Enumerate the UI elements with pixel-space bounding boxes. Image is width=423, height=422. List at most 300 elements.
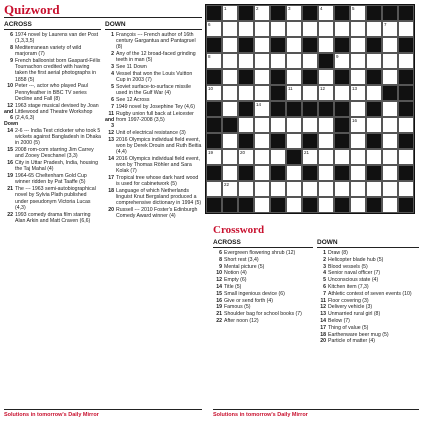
grid-block	[286, 149, 302, 165]
clue-number: 6	[10, 32, 13, 38]
clue-number: 10	[7, 83, 13, 90]
grid-cell[interactable]	[382, 181, 398, 197]
clue-item	[105, 137, 202, 156]
grid-cell-number: 5	[352, 6, 355, 11]
clue-number: 8	[219, 256, 222, 263]
grid-block	[302, 69, 318, 85]
grid-block	[382, 5, 398, 21]
grid-block	[270, 69, 286, 85]
grid-cell[interactable]	[382, 197, 398, 213]
grid-cell[interactable]	[206, 53, 222, 69]
grid-block	[302, 165, 318, 181]
clue-item	[105, 51, 202, 63]
clue-number: 12	[320, 304, 326, 311]
grid-cell[interactable]	[350, 37, 366, 53]
grid-cell[interactable]	[254, 21, 270, 37]
grid-cell[interactable]	[286, 5, 302, 21]
clue-item	[317, 311, 419, 317]
clue-item	[317, 264, 419, 270]
quizword-across-column	[4, 21, 101, 225]
clue-item	[317, 325, 419, 331]
grid-cell[interactable]	[318, 149, 334, 165]
clue-text: Notion (4)	[224, 270, 247, 277]
clue-text: Particle of matter (4)	[328, 338, 375, 345]
grid-cell[interactable]	[222, 165, 238, 181]
grid-block	[238, 197, 254, 213]
grid-cell[interactable]	[222, 181, 238, 197]
grid-cell[interactable]	[398, 149, 414, 165]
clue-text: Unmarried rural girl (8)	[328, 311, 381, 318]
grid-cell[interactable]	[206, 85, 222, 101]
grid-cell[interactable]	[254, 149, 270, 165]
grid-cell[interactable]	[238, 149, 254, 165]
grid-cell[interactable]	[206, 21, 222, 37]
grid-cell[interactable]	[254, 117, 270, 133]
grid-cell-number: 10	[208, 86, 214, 91]
grid-cell[interactable]	[254, 165, 270, 181]
grid-block	[206, 37, 222, 53]
grid-cell[interactable]	[318, 133, 334, 149]
grid-cell[interactable]	[366, 181, 382, 197]
grid-cell[interactable]	[302, 181, 318, 197]
grid-cell-number: 21	[304, 150, 310, 155]
grid-cell[interactable]	[350, 85, 366, 101]
grid-block	[238, 165, 254, 181]
crossword-solutions-note: Solutions in tomorrow's Daily Mirror	[213, 409, 419, 418]
clue-number: 5	[111, 84, 114, 90]
clue-text: Any of the 12 broad-faced grinding teeth in man (5)	[116, 51, 196, 64]
clue-text: Blood vessels (5)	[328, 263, 368, 270]
clue-number: 8	[10, 45, 13, 51]
grid-cell[interactable]	[398, 181, 414, 197]
grid-block	[270, 133, 286, 149]
clue-text: After noon (12)	[224, 317, 259, 324]
clue-text: Title (5)	[224, 283, 242, 290]
grid-cell[interactable]	[238, 21, 254, 37]
clue-number: 10	[216, 270, 222, 277]
clue-item	[213, 311, 313, 317]
clue-text: Famous (5)	[224, 304, 251, 311]
clue-number: 6	[219, 250, 222, 256]
grid-cell[interactable]	[222, 149, 238, 165]
grid-cell[interactable]	[270, 21, 286, 37]
grid-cell-number: 22	[224, 182, 230, 187]
clue-number: 7	[323, 290, 326, 297]
grid-block	[398, 101, 414, 117]
grid-cell[interactable]	[334, 149, 350, 165]
grid-cell[interactable]	[254, 85, 270, 101]
grid-cell[interactable]	[254, 101, 270, 117]
grid-cell[interactable]	[286, 197, 302, 213]
clue-number: 22	[7, 211, 13, 218]
grid-cell[interactable]	[286, 37, 302, 53]
clue-item	[4, 58, 101, 83]
grid-cell[interactable]	[318, 197, 334, 213]
clue-item	[317, 304, 419, 310]
grid-block	[366, 197, 382, 213]
grid-cell[interactable]	[382, 69, 398, 85]
grid-cell-number: 12	[320, 86, 326, 91]
grid-cell[interactable]	[350, 117, 366, 133]
grid-block	[366, 5, 382, 21]
clue-item	[213, 284, 313, 290]
grid-block	[398, 69, 414, 85]
grid-cell[interactable]	[254, 69, 270, 85]
grid-cell[interactable]	[302, 85, 318, 101]
grid-cell[interactable]	[382, 165, 398, 181]
grid-block	[302, 197, 318, 213]
clue-item	[317, 257, 419, 263]
clue-number: 6	[323, 283, 326, 290]
clue-text: 1949 novel by Josephine Tey (4,6)	[116, 103, 195, 110]
grid-cell[interactable]	[350, 69, 366, 85]
grid-cell[interactable]	[350, 101, 366, 117]
grid-cell[interactable]	[302, 149, 318, 165]
clue-item	[213, 304, 313, 310]
grid-cell-number: 2	[256, 6, 259, 11]
clue-text: Shoulder bag for school books (7)	[224, 311, 302, 318]
grid-block	[398, 37, 414, 53]
grid-cell[interactable]	[366, 85, 382, 101]
clue-number: 12	[108, 129, 114, 136]
grid-block	[302, 101, 318, 117]
grid-cell[interactable]	[318, 69, 334, 85]
clue-text: Soviet surface-to-surface missile used in the Gulf War (4)	[116, 84, 191, 97]
grid-cell[interactable]	[286, 69, 302, 85]
clue-item	[4, 128, 101, 147]
grid-cell[interactable]	[286, 181, 302, 197]
grid-cell[interactable]	[222, 21, 238, 37]
grid-block	[334, 101, 350, 117]
grid-cell[interactable]	[318, 117, 334, 133]
clue-text: Senior naval officer (7)	[328, 270, 381, 277]
grid-block	[398, 133, 414, 149]
grid-cell[interactable]	[334, 181, 350, 197]
grid-cell-number: 4	[320, 6, 323, 11]
clue-item	[4, 103, 101, 128]
grid-cell[interactable]	[222, 5, 238, 21]
clue-text: City in Uttar Pradesh, India, housing the Taj Mahal (4)	[15, 160, 99, 173]
clue-text: 2016 Olympics individual field event, won by Derek Drouin and Ruth Beitia (4,4)	[116, 136, 202, 155]
clue-item	[4, 173, 101, 185]
clue-text: 1964-65 Cheltenham Gold Cup winner ridden by Pat Taaffe (5)	[15, 173, 87, 186]
clue-item	[105, 32, 202, 51]
clue-number: 9	[10, 58, 13, 64]
clue-item	[105, 64, 202, 70]
clue-item	[213, 298, 313, 304]
grid-cell[interactable]	[318, 85, 334, 101]
grid-cell[interactable]	[286, 53, 302, 69]
grid-cell[interactable]	[350, 133, 366, 149]
clue-item	[105, 207, 202, 219]
crossword-across-list	[213, 250, 313, 324]
clue-text: Athletic contest of seven events (10)	[328, 290, 412, 297]
grid-cell[interactable]	[270, 181, 286, 197]
clue-number: 20	[108, 207, 114, 214]
grid-cell[interactable]	[382, 117, 398, 133]
grid-cell[interactable]	[350, 53, 366, 69]
clue-text: The --- 1963 semi-autobiographical novel by Sylvia Plath published under pseudonym Victoria Lucas (4,3)	[15, 186, 96, 211]
quizword-down-heading: DOWN	[105, 21, 202, 30]
clue-item	[317, 332, 419, 338]
grid-cell-number: 11	[288, 86, 293, 91]
grid-cell[interactable]	[254, 197, 270, 213]
grid-cell[interactable]	[254, 37, 270, 53]
clue-item	[105, 97, 202, 103]
clue-text: French balloonist born Gaspard-Félix Tournachon credited with having taken the first aerial photographs in 1858 (5)	[15, 58, 101, 83]
grid-cell[interactable]	[334, 21, 350, 37]
grid-cell[interactable]	[238, 53, 254, 69]
grid-cell[interactable]	[222, 53, 238, 69]
clue-item	[213, 250, 313, 256]
clue-number: 1	[323, 250, 326, 256]
clue-number: 6	[111, 97, 114, 103]
clue-text: See 11 Down	[116, 64, 147, 71]
grid-block	[270, 101, 286, 117]
clue-item	[105, 111, 202, 130]
clue-number: 9	[219, 263, 222, 270]
clue-text: 2-6 --- India Test cricketer who took 5 wickets against Bangladesh in Dhaka in 2000 (5)	[15, 128, 101, 147]
grid-cell[interactable]	[350, 181, 366, 197]
grid-block	[238, 37, 254, 53]
grid-block	[270, 197, 286, 213]
grid-cell[interactable]	[286, 85, 302, 101]
quizword-title: Quizword	[4, 2, 202, 18]
clue-text: Vessel that won the Louis Vuitton Cup in 2003 (7)	[116, 71, 193, 84]
clue-number: 3	[323, 263, 326, 270]
grid-cell[interactable]	[366, 149, 382, 165]
grid-block	[222, 117, 238, 133]
crossword-panel	[213, 223, 419, 420]
grid-cell[interactable]	[334, 53, 350, 69]
quizword-down-list	[105, 32, 202, 220]
clue-item	[105, 130, 202, 136]
grid-cell[interactable]	[318, 21, 334, 37]
grid-cell[interactable]	[238, 85, 254, 101]
grid-cell[interactable]	[382, 101, 398, 117]
clue-text: Short rest (3,4)	[224, 256, 259, 263]
grid-cell[interactable]	[270, 117, 286, 133]
grid-cell[interactable]	[254, 53, 270, 69]
grid-cell-number: 20	[240, 150, 246, 155]
clue-item	[105, 104, 202, 110]
grid-cell[interactable]	[238, 181, 254, 197]
clue-number: 13	[320, 311, 326, 318]
grid-block	[238, 69, 254, 85]
grid-cell[interactable]	[286, 21, 302, 37]
grid-cell[interactable]	[318, 165, 334, 181]
clue-number: 16	[216, 297, 222, 304]
clue-number: 14	[7, 128, 13, 135]
clue-item	[4, 32, 101, 44]
grid-cell[interactable]	[238, 117, 254, 133]
grid-block	[334, 69, 350, 85]
clue-text: 1993 comedy drama film starring Alan Arkin and Matt Craven (6,6)	[15, 211, 91, 224]
clue-text: 2016 Olympics individual field event, won by Thomas Röhler and Sara Kolak (7)	[116, 155, 200, 175]
grid-cell[interactable]	[270, 53, 286, 69]
grid-cell[interactable]	[302, 21, 318, 37]
clue-text: Give or send forth (4)	[224, 297, 274, 304]
grid-cell[interactable]	[206, 181, 222, 197]
clue-item	[4, 212, 101, 224]
grid-cell[interactable]	[382, 53, 398, 69]
clue-item	[317, 291, 419, 297]
clue-item	[105, 188, 202, 207]
clue-text: Draw (8)	[328, 250, 348, 256]
grid-block	[334, 5, 350, 21]
crossword-down-heading: DOWN	[317, 239, 419, 248]
crossword-down-column	[317, 239, 419, 345]
grid-block	[398, 85, 414, 101]
clue-text: Language of which Netherlands linguist Knut Bergsland produced a comprehensive dictionary in 1994 (5)	[116, 188, 202, 207]
clue-text: Delivery vehicle (3)	[328, 304, 373, 311]
crossword-grid	[205, 4, 415, 214]
grid-cell[interactable]	[286, 117, 302, 133]
grid-cell[interactable]	[350, 21, 366, 37]
clue-item	[213, 318, 313, 324]
crossword-across-heading: ACROSS	[213, 239, 313, 248]
grid-cell[interactable]	[222, 101, 238, 117]
grid-cell[interactable]	[286, 165, 302, 181]
grid-cell[interactable]	[318, 5, 334, 21]
clue-item	[317, 277, 419, 283]
grid-cell[interactable]	[350, 149, 366, 165]
grid-cell[interactable]	[366, 117, 382, 133]
grid-cell[interactable]	[302, 117, 318, 133]
grid-cell[interactable]	[318, 181, 334, 197]
grid-block	[302, 5, 318, 21]
clue-number: 21	[216, 311, 222, 318]
grid-cell-number: 3	[288, 6, 291, 11]
clue-text: Unconscious state (4)	[328, 277, 379, 284]
grid-block	[334, 165, 350, 181]
clue-text: 1963 stage musical devised by Joan Littlewood and Theatre Workshop (2,4,6,3)	[15, 102, 99, 122]
quizword-across-heading: ACROSS	[4, 21, 101, 30]
clue-text: Thing of value (5)	[328, 324, 369, 331]
clue-number: 11	[320, 297, 326, 304]
clue-text: Russell --- 2010 Foster's Edinburgh Comedy Award winner (4)	[116, 207, 198, 220]
clue-text: Empty (6)	[224, 277, 247, 284]
grid-block	[206, 69, 222, 85]
clue-item	[213, 270, 313, 276]
clue-number: 4	[323, 270, 326, 277]
grid-block	[270, 37, 286, 53]
clue-text: Unit of electrical resistance (3)	[116, 129, 186, 136]
grid-cell[interactable]	[254, 133, 270, 149]
clue-number: 12 and 6 Down	[4, 102, 19, 128]
clue-text: Small ingenious device (6)	[224, 290, 285, 297]
clue-number: 1	[111, 32, 114, 38]
grid-block	[302, 133, 318, 149]
grid-cell[interactable]	[366, 21, 382, 37]
grid-cell-number: 14	[256, 102, 262, 107]
grid-cell[interactable]	[382, 21, 398, 37]
clue-number: 2	[111, 51, 114, 58]
grid-cell[interactable]	[222, 37, 238, 53]
grid-block	[270, 165, 286, 181]
clue-item	[105, 71, 202, 83]
grid-block	[238, 5, 254, 21]
clue-number: 19	[7, 173, 13, 180]
clue-number: 15	[216, 290, 222, 297]
grid-cell[interactable]	[302, 53, 318, 69]
clue-text: 2008 rom-com starring Jim Carrey and Zooey Deschanel (3,3)	[15, 147, 94, 160]
grid-block	[398, 197, 414, 213]
clue-number: 2	[323, 256, 326, 263]
clue-number: 7	[111, 103, 114, 110]
grid-cell[interactable]	[206, 149, 222, 165]
grid-cell[interactable]	[254, 5, 270, 21]
grid-cell[interactable]	[222, 133, 238, 149]
grid-cell[interactable]	[398, 53, 414, 69]
crossword-down-list	[317, 250, 419, 345]
clue-number: 13	[108, 136, 114, 143]
grid-block	[366, 69, 382, 85]
grid-cell[interactable]	[286, 133, 302, 149]
grid-block	[334, 37, 350, 53]
grid-block	[398, 5, 414, 21]
clue-text: Mediterranean variety of wild marjoram (7)	[15, 45, 82, 58]
clue-item	[4, 147, 101, 159]
grid-block	[206, 101, 222, 117]
clue-item	[317, 284, 419, 290]
grid-cell[interactable]	[382, 133, 398, 149]
grid-cell[interactable]	[350, 197, 366, 213]
grid-cell[interactable]	[254, 181, 270, 197]
grid-block	[318, 53, 334, 69]
grid-cell[interactable]	[398, 117, 414, 133]
clue-number: 22	[216, 317, 222, 324]
grid-cell[interactable]	[350, 165, 366, 181]
clue-item	[4, 45, 101, 57]
clue-item	[213, 291, 313, 297]
grid-cell[interactable]	[382, 149, 398, 165]
quizword-solutions-note: Solutions in tomorrow's Daily Mirror	[4, 409, 202, 418]
grid-block	[318, 101, 334, 117]
grid-cell-number: 7	[384, 22, 387, 27]
grid-cell-number: 13	[352, 86, 358, 91]
grid-cell[interactable]	[334, 85, 350, 101]
grid-cell[interactable]	[366, 53, 382, 69]
clue-number: 14	[108, 155, 114, 162]
clue-number: 20	[320, 338, 326, 345]
clue-text: Peter ---, actor who played Paul Pennyfeather in BBC TV series Decline and Fall (8)	[15, 83, 88, 102]
clue-text: Evergreen flowering shrub (12)	[224, 250, 296, 256]
grid-cell[interactable]	[270, 149, 286, 165]
quizword-down-column	[105, 21, 202, 220]
clue-number: 19	[216, 304, 222, 311]
grid-block	[270, 85, 286, 101]
grid-cell[interactable]	[350, 5, 366, 21]
clue-number: 3	[111, 64, 114, 71]
grid-cell-number: 1	[224, 6, 227, 11]
grid-block	[222, 197, 238, 213]
clue-text: Rugby union full back at Leicester from 1997-2008 (3,5)	[116, 110, 194, 123]
clue-text: Earthenware beer mug (5)	[328, 331, 389, 338]
grid-cell[interactable]	[398, 21, 414, 37]
grid-cell[interactable]	[222, 69, 238, 85]
clue-number: 12	[216, 277, 222, 284]
clue-text: See 12 Across	[116, 97, 150, 103]
clue-item	[4, 186, 101, 211]
grid-cell[interactable]	[382, 37, 398, 53]
grid-block	[334, 197, 350, 213]
grid-cell[interactable]	[222, 85, 238, 101]
quizword-panel	[4, 2, 202, 420]
quizword-across-list	[4, 32, 101, 224]
clue-text: Helicopter blade hub (5)	[328, 256, 384, 263]
grid-cell[interactable]	[318, 37, 334, 53]
